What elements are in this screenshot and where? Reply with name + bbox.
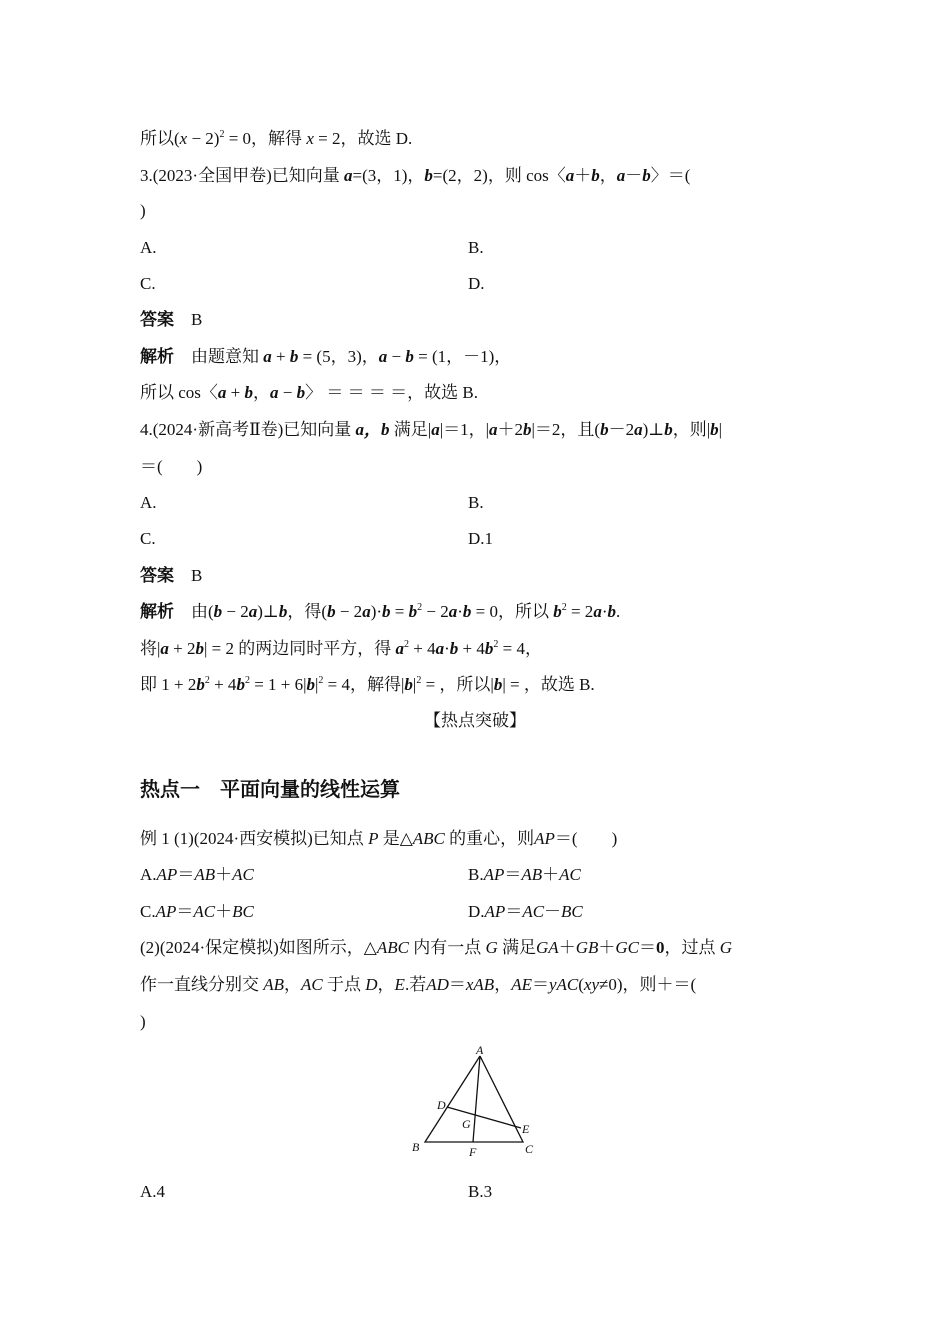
section-heading: 热点一 平面向量的线性运算 xyxy=(140,777,400,801)
option-a[interactable]: A.AP＝AB＋AC xyxy=(140,865,254,884)
option-c[interactable]: C.AP＝AC＋BC xyxy=(140,902,254,921)
label-b: B xyxy=(412,1140,420,1154)
option-b[interactable]: B.AP＝AB＋AC xyxy=(468,865,581,884)
option-c[interactable]: C. xyxy=(140,274,156,293)
line-de xyxy=(447,1107,521,1128)
example-2: (2)(2024·保定模拟)如图所示，△ABC 内有一点 G 满足GA＋GB＋GC＝0，过点 G xyxy=(140,938,733,957)
option-d[interactable]: D.AP＝AC－BC xyxy=(468,902,583,921)
label-c: C xyxy=(525,1142,534,1156)
question-4-cont: ＝( ) xyxy=(140,457,203,476)
solution-4: 解析 由(b − 2a)⊥b，得$(b - 2a)\cdot b = b^2 - 2a\cdot b = 0$，所以 $b^2 = 2a\cdot b$. xyxy=(140,602,621,621)
triangle-figure xyxy=(405,1044,545,1159)
option-a[interactable]: A.4 xyxy=(140,1182,166,1201)
solution-line: 所以$(x - 2)^2 = 0$，解得 x = 2，故选 D. xyxy=(140,129,413,148)
question-3: 3.(2023·全国甲卷)已知向量 a=(3，1)，b=(2，2)，则 cos〈a＋b，a－b〉＝( xyxy=(140,166,691,185)
median-af xyxy=(473,1056,480,1142)
label-e: E xyxy=(522,1122,530,1136)
example-2-cont2: ) xyxy=(140,1012,146,1031)
label-f: F xyxy=(469,1145,477,1159)
option-a[interactable]: A. xyxy=(140,493,157,512)
label-d: D xyxy=(437,1098,446,1112)
example-2-cont: 作一直线分别交 AB，AC 于点 D，E.若AD＝xAB，AE＝yAC(xy≠0)，则＋＝( xyxy=(140,975,697,994)
solution-3: 解析 由题意知 a + b = (5，3)，a − b = (1，－1)， xyxy=(140,347,512,366)
question-3-cont: ) xyxy=(140,201,146,220)
option-b[interactable]: B. xyxy=(468,493,484,512)
option-c[interactable]: C. xyxy=(140,529,156,548)
answer-3: 答案 B xyxy=(140,310,203,329)
option-d[interactable]: D.1 xyxy=(468,529,494,548)
section-label: 【热点突破】 xyxy=(424,711,526,730)
option-d[interactable]: D. xyxy=(468,274,485,293)
option-b[interactable]: B.3 xyxy=(468,1182,493,1201)
solution-4-cont: 将|a + 2b| = 2 的两边同时平方，得 $a^2 + 4a\cdot b + 4b^2 = 4$， xyxy=(140,639,542,658)
example-1: 例 1 (1)(2024·西安模拟)已知点 P 是△ABC 的重心，则AP＝( ) xyxy=(140,829,618,848)
solution-4-cont2: 即 $1 + 2b^2 + 4b^2 = 1 + 6|b|^2 = 4$，解得$|b|^2$ = ，所以|b| = ，故选 B. xyxy=(140,675,595,694)
option-b[interactable]: B. xyxy=(468,238,484,257)
answer-4: 答案 B xyxy=(140,566,203,585)
question-4: 4.(2024·新高考Ⅱ卷)已知向量 a，b 满足|a|＝1，|a＋2b|＝2，且(b－2a)⊥b，则|b| xyxy=(140,420,723,439)
label-a: A xyxy=(476,1044,484,1057)
solution-3-cont: 所以 cos〈a + b，a − b〉 ＝ ＝ ＝ ＝，故选 B. xyxy=(140,383,478,402)
option-a[interactable]: A. xyxy=(140,238,157,257)
label-g: G xyxy=(462,1117,471,1131)
